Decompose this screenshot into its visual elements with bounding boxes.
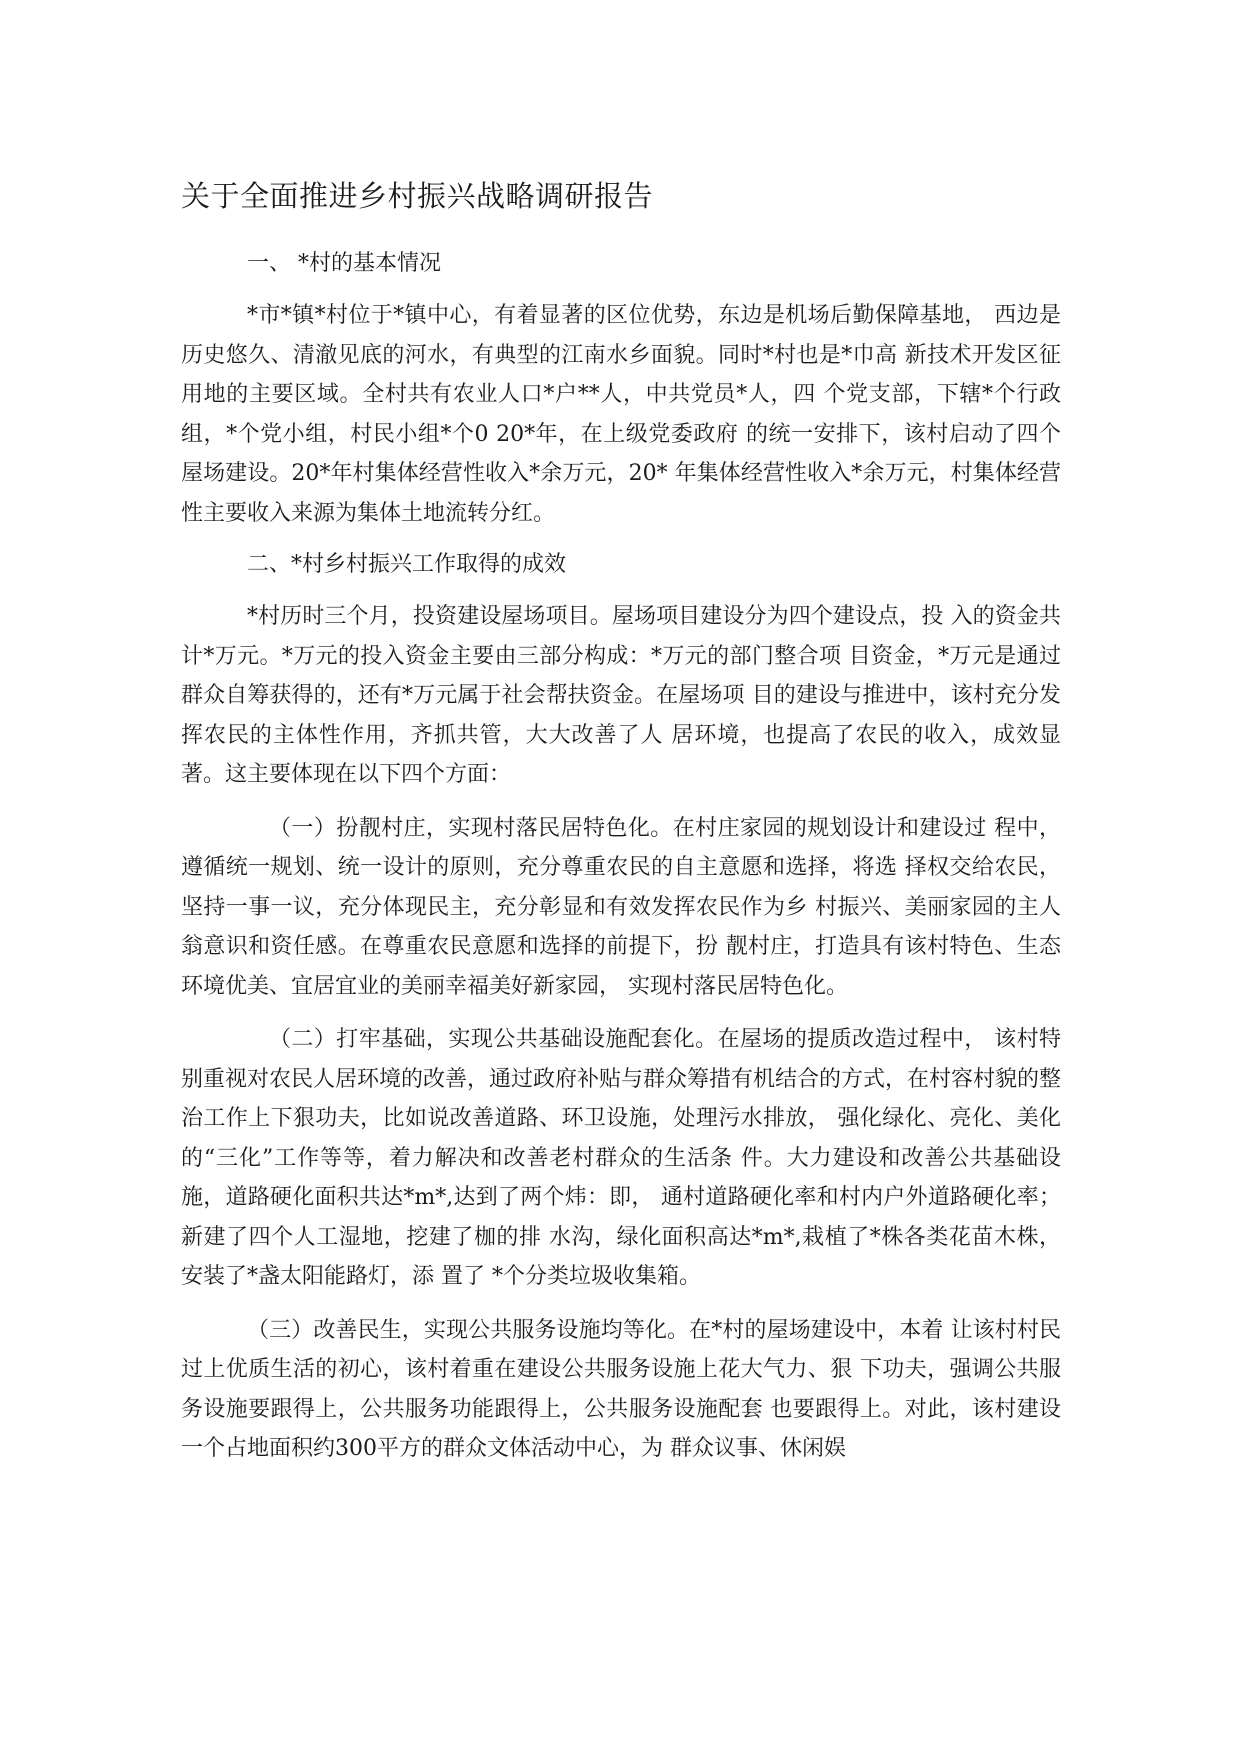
paragraph-village-beautify: （一）扮靓村庄，实现村落民居特色化。在村庄家园的规划设计和建设过 程中，遵循统一规划、统一设计的原则，充分尊重农民的自主意愿和选择，将选 择权交给农民，坚持一事一议，充分体现民主，充分彰显和有效发挥农民作为乡 村振兴、美丽家园的主人翁意识和资任感。在尊重农民意愿和选择的前提下，扮 靓村庄，打造具有该村特色、生态环境优美、宜居宜业的美丽幸福美好新家园， 实现村落民居特色化。 bbox=[181, 815, 1061, 999]
section-heading-achievements: 二、*村乡村振兴工作取得的成效 bbox=[247, 552, 567, 577]
paragraph-basic-info: *市*镇*村位于*镇中心，有着显著的区位优势，东边是机场后勤保障基地， 西边是历史悠久、清澈见底的河水，有典型的江南水乡面貌。同时*村也是*巾高 新技术开发区征用地的主要区域。全村共有农业人口*户**人，中共党员*人，四 个党支部，下辖*个行政组，*个党小组，村民小组*个0 20*年，在上级党委政府 的统一安排下，该村启动了四个屋场建设。20*年村集体经营性收入*余万元，20* 年集体经营性收入*余万元，村集体经营性主要收入来源为集体土地流转分红。 bbox=[181, 303, 1061, 526]
paragraph-investment: *村历时三个月，投资建设屋场项目。屋场项目建设分为四个建设点，投 入的资金共计*万元。*万元的投入资金主要由三部分构成：*万元的部门整合项 目资金，*万元是通过群众自筹获得的，还有*万元属于社会帮扶资金。在屋场项 目的建设与推进中，该村充分发挥农民的主体性作用，齐抓共管，大大改善了人 居环境，也提高了农民的收入，成效显著。这主要体现在以下四个方面： bbox=[181, 604, 1061, 787]
paragraph-public-services: （三）改善民生，实现公共服务设施均等化。在*村的屋场建设中，本着 让该村村民过上优质生活的初心，该村着重在建设公共服务设施上花大气力、狠 下功夫，强调公共服务设施要跟得上，公共服务功能跟得上，公共服务设施配套 也要跟得上。对此，该村建设一个占地面积约300平方的群众文体活动中心，为 群众议事、休闲娱 bbox=[181, 1317, 1061, 1461]
document-body bbox=[181, 246, 1061, 1483]
document-title: 关于全面推进乡村振兴战略调研报告 bbox=[181, 179, 654, 213]
section-heading-basic-info: 一、 *村的基本情况 bbox=[247, 251, 441, 276]
paragraph-infrastructure: （二）打牢基础，实现公共基础设施配套化。在屋场的提质改造过程中， 该村特别重视对农民人居环境的改善，通过政府补贴与群众筹措有机结合的方式，在村容村貌的整治工作上下狠功夫，比如说改善道路、环卫设施，处理污水排放， 强化绿化、亮化、美化的“三化”工作等等，着力解决和改善老村群众的生活条 件。大力建设和改善公共基础设施，道路硬化面积共达*m*,达到了两个炜：即， 通村道路硬化率和村内户外道路硬化率；新建了四个人工湿地，挖建了枷的排 水沟，绿化面积高达*m*,栽植了*株各类花苗木株，安装了*盏太阳能路灯，添 置了 *个分类垃圾收集箱。 bbox=[181, 1027, 1062, 1289]
